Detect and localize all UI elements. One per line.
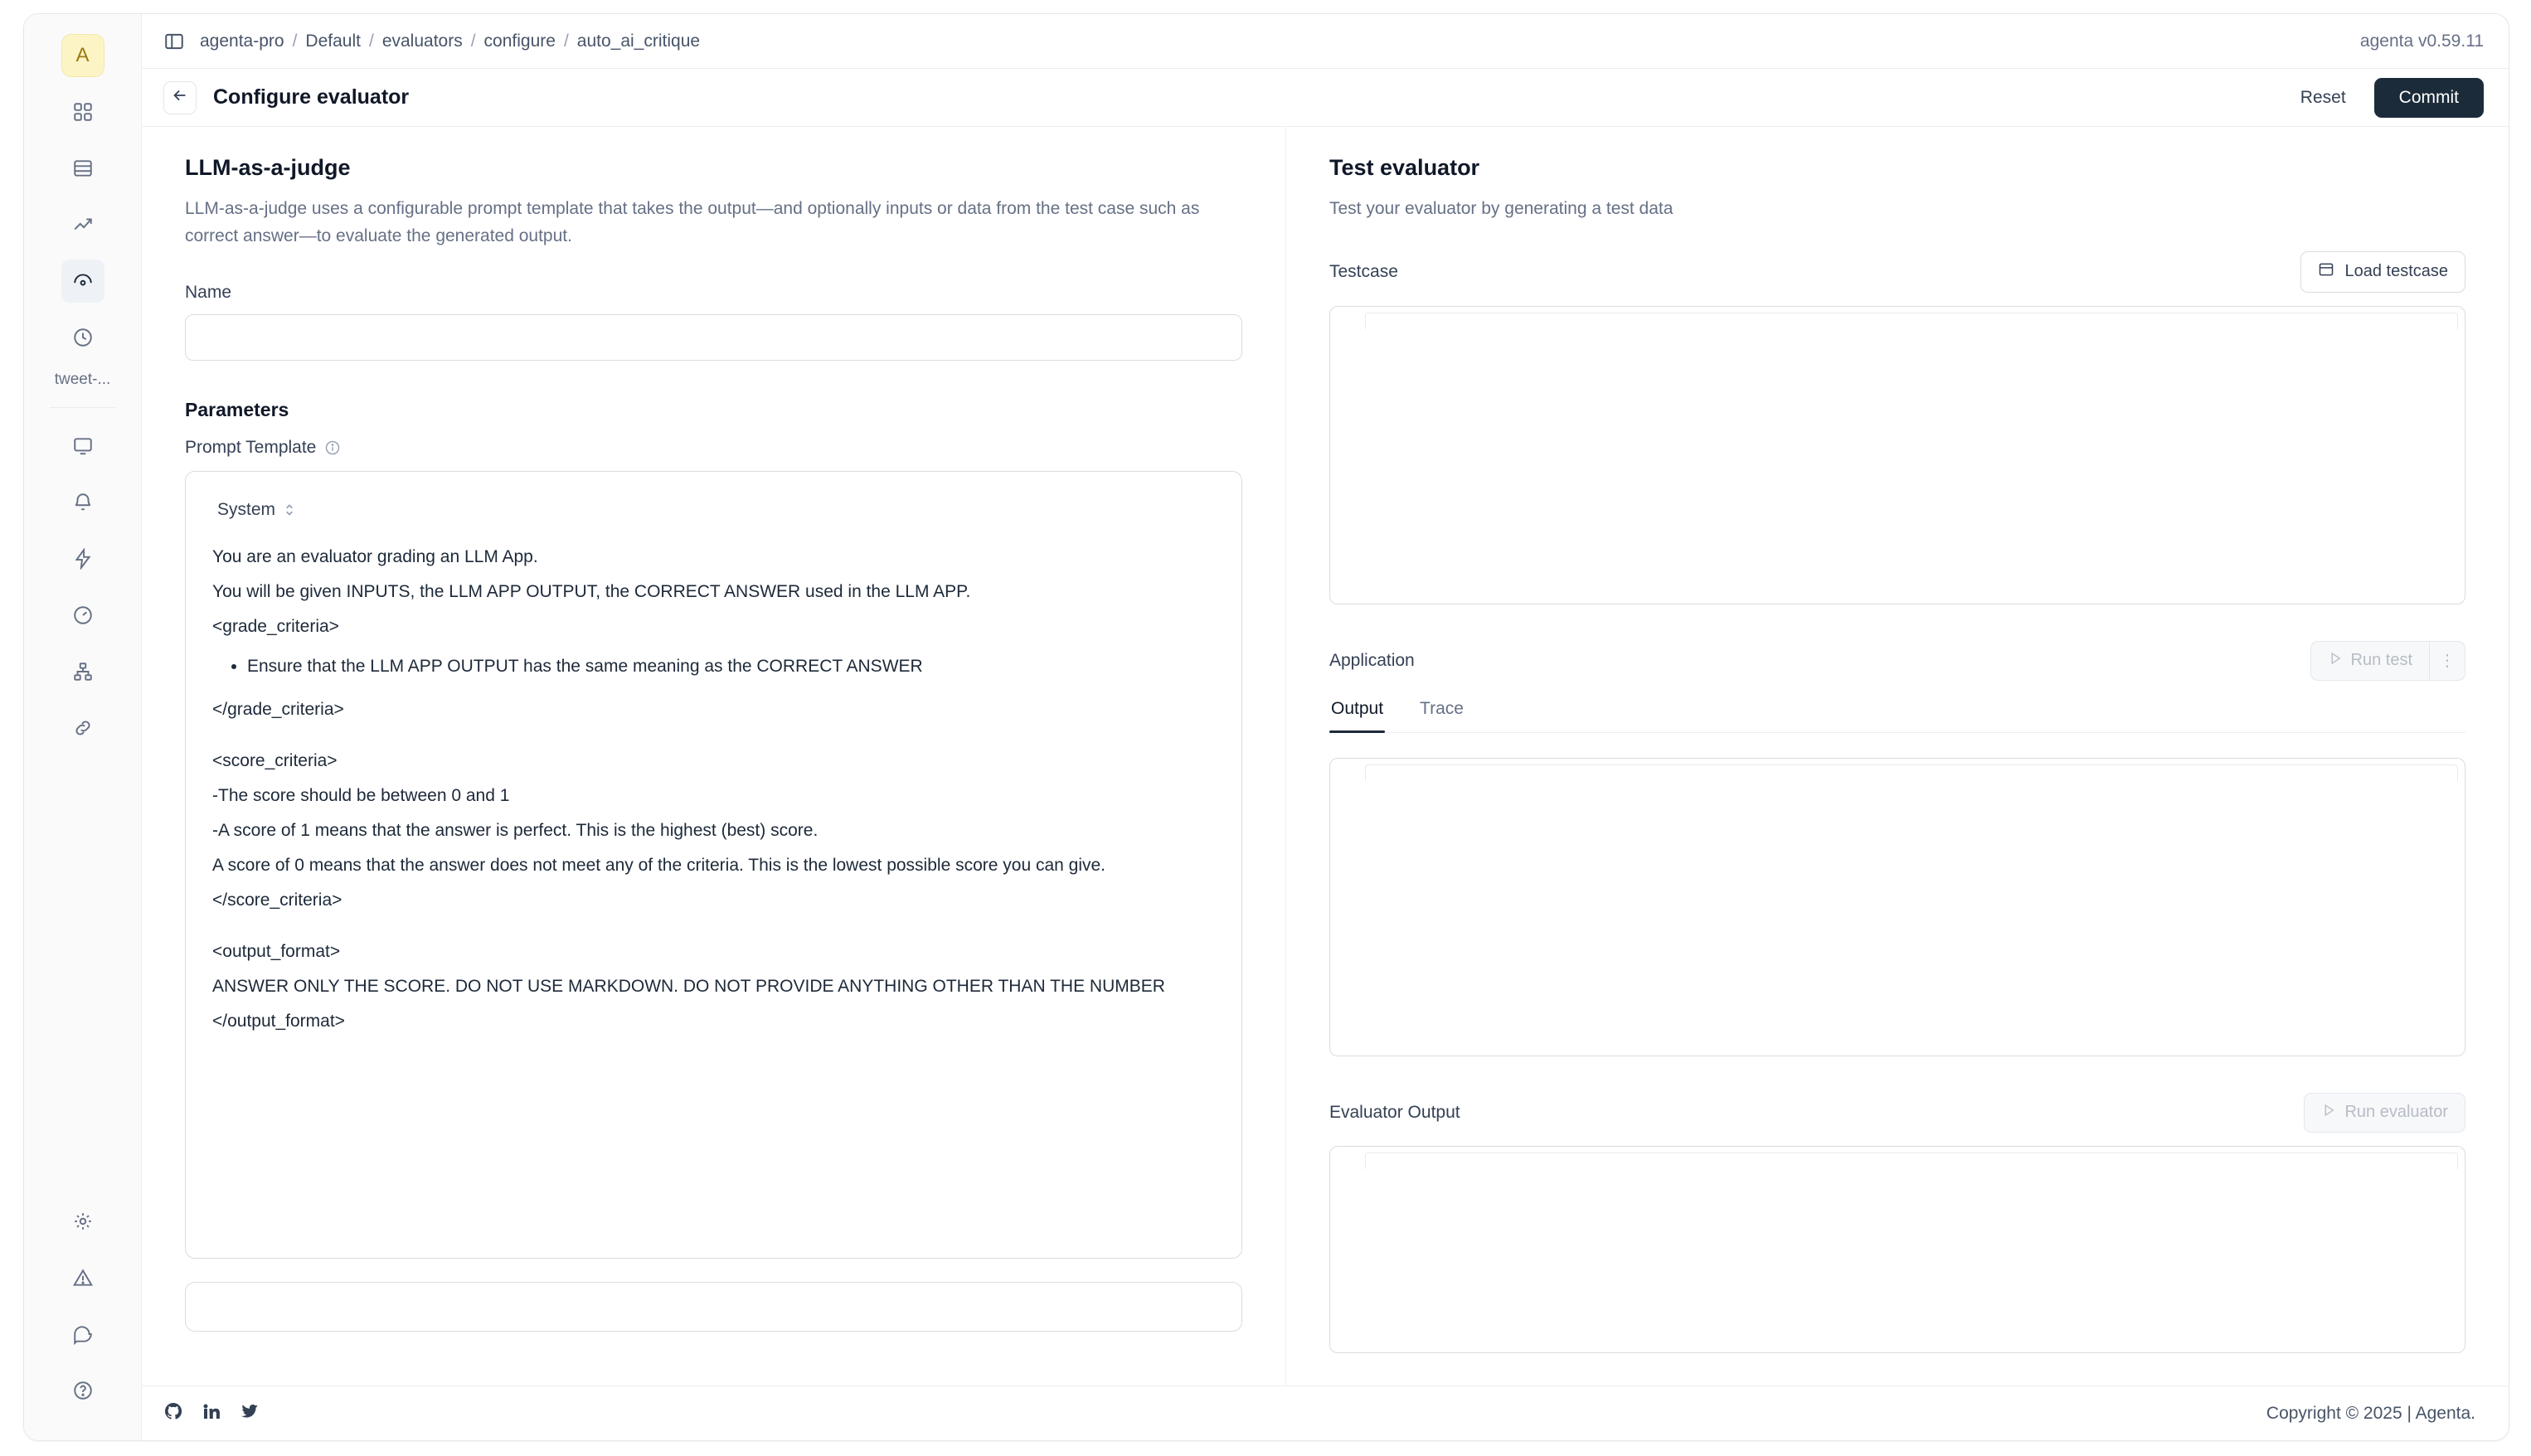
github-icon[interactable] <box>163 1401 183 1425</box>
sidebar-item-overview[interactable] <box>61 425 104 468</box>
settings-icon <box>72 1211 94 1232</box>
tab-trace[interactable]: Trace <box>1420 698 1464 718</box>
test-evaluator-title: Test evaluator <box>1329 155 1480 180</box>
footer-socials <box>163 1401 260 1425</box>
test-evaluator-pane <box>1286 127 2509 1386</box>
chat-icon <box>72 1323 94 1345</box>
page-title: Configure evaluator <box>213 85 410 109</box>
prompt-format-line: ANSWER ONLY THE SCORE. DO NOT USE MARKDOWN. DO NOT PROVIDE ANYTHING OTHER THAN THE NUMBER <box>212 977 1165 997</box>
breadcrumb-item-0[interactable]: agenta-pro <box>200 31 284 51</box>
sidebar-item-history[interactable] <box>61 316 104 359</box>
breadcrumb-separator: / <box>368 31 374 51</box>
tab-output[interactable]: Output <box>1329 694 1385 732</box>
link-icon <box>72 717 94 739</box>
breadcrumb-item-2[interactable]: evaluators <box>381 31 463 51</box>
database-icon <box>72 158 94 179</box>
sidebar-item-settings[interactable] <box>61 1200 104 1243</box>
copyright-text: Copyright © 2025 | Agenta. <box>2266 1403 2475 1423</box>
breadcrumb <box>200 32 700 51</box>
breadcrumb-separator: / <box>563 31 569 51</box>
testcase-editor[interactable] <box>1329 306 2465 604</box>
apps-icon <box>72 101 94 123</box>
arrow-left-icon <box>171 86 189 109</box>
chart-icon <box>72 214 94 235</box>
sidebar-item-playground[interactable] <box>61 537 104 580</box>
sidebar-item-help[interactable] <box>61 1369 104 1412</box>
prompt-line-1: You will be given INPUTS, the LLM APP OUTPUT, the CORRECT ANSWER used in the LLM APP. <box>212 582 971 602</box>
application-label: Application <box>1329 650 1415 670</box>
prompt-score-line-1: -A score of 1 means that the answer is perfect. This is the highest (best) score. <box>212 821 819 841</box>
evaluator-output-row <box>1329 1093 2465 1133</box>
panel-toggle-icon[interactable] <box>163 31 185 52</box>
avatar[interactable] <box>61 34 104 77</box>
prompt-bullet-list <box>212 653 1215 681</box>
sidebar <box>24 14 142 1440</box>
chevron-updown-icon <box>284 501 295 519</box>
evaluator-description: LLM-as-a-judge uses a configurable prompt template that takes the output—and optionally inputs or data from the test case such as correct answer—to evaluate the generated output. <box>185 199 1200 245</box>
commit-button[interactable]: Commit <box>2374 78 2484 118</box>
run-test-button-group <box>2310 641 2465 681</box>
main-area <box>142 14 2509 1440</box>
help-icon <box>72 1380 94 1401</box>
parameters-heading: Parameters <box>185 399 289 421</box>
prompt-close-grade: </grade_criteria> <box>212 700 344 720</box>
prompt-template-editor[interactable] <box>185 471 1242 1259</box>
testcase-label: Testcase <box>1329 261 1398 281</box>
content-area <box>142 127 2509 1386</box>
prompt-close-score: </score_criteria> <box>212 891 342 910</box>
top-bar <box>142 14 2509 69</box>
twitter-icon[interactable] <box>240 1401 260 1425</box>
sidebar-item-observability[interactable] <box>61 594 104 637</box>
prompt-bullet-item: • Ensure that the LLM APP OUTPUT has the same meaning as the CORRECT ANSWER <box>247 653 1215 681</box>
prompt-template-editor-secondary[interactable] <box>185 1282 1242 1332</box>
prompt-line-2: <grade_criteria> <box>212 617 339 637</box>
sidebar-item-testsets[interactable] <box>61 147 104 190</box>
prompt-score-line-2: A score of 0 means that the answer does not meet any of the criteria. This is the lowest possible score you can give. <box>212 856 1106 876</box>
page-header <box>142 69 2509 127</box>
sidebar-item-integrations[interactable] <box>61 706 104 750</box>
app-version: agenta v0.59.11 <box>2359 31 2484 51</box>
bolt-icon <box>72 548 94 570</box>
breadcrumb-item-3[interactable]: configure <box>483 31 556 51</box>
play-icon <box>2321 1103 2336 1123</box>
evaluator-output-label: Evaluator Output <box>1329 1102 1460 1122</box>
sidebar-item-alerts[interactable] <box>61 481 104 524</box>
prompt-template-label-row <box>185 438 1242 458</box>
linkedin-icon[interactable] <box>202 1401 221 1425</box>
sidebar-item-apps[interactable] <box>61 90 104 133</box>
header-actions <box>2291 78 2484 118</box>
monitor-icon <box>72 435 94 457</box>
load-testcase-label: Load testcase <box>2344 262 2448 281</box>
run-test-button[interactable] <box>2310 641 2429 681</box>
output-editor[interactable] <box>1329 758 2465 1056</box>
breadcrumb-item-4[interactable]: auto_ai_critique <box>576 31 701 51</box>
evaluator-output-editor[interactable] <box>1329 1146 2465 1353</box>
evaluator-title: LLM-as-a-judge <box>185 155 351 180</box>
name-label: Name <box>185 283 232 303</box>
run-evaluator-label: Run evaluator <box>2344 1103 2448 1122</box>
sidebar-item-warning[interactable] <box>61 1256 104 1299</box>
prompt-template-label: Prompt Template <box>185 438 317 458</box>
application-tabs <box>1329 694 2465 733</box>
name-input[interactable] <box>185 314 1242 361</box>
editor-placeholder-line <box>1365 764 2458 781</box>
info-icon[interactable] <box>324 439 341 456</box>
test-evaluator-subtitle: Test your evaluator by generating a test data <box>1329 199 1674 218</box>
breadcrumb-item-1[interactable]: Default <box>305 31 361 51</box>
evaluators-icon <box>72 270 94 292</box>
prompt-role-value: System <box>217 500 276 520</box>
reset-button[interactable]: Reset <box>2291 81 2356 114</box>
gauge-icon <box>72 604 94 626</box>
sidebar-divider <box>50 407 116 408</box>
breadcrumb-separator: / <box>292 31 298 51</box>
app-window <box>23 13 2509 1441</box>
clock-icon <box>72 327 94 348</box>
sidebar-item-evaluators[interactable] <box>61 260 104 303</box>
prompt-close-format: </output_format> <box>212 1012 345 1031</box>
avatar-label: A <box>75 44 90 66</box>
load-testcase-button[interactable] <box>2300 251 2465 293</box>
prompt-format-open: <output_format> <box>212 942 341 962</box>
sidebar-item-evaluations[interactable] <box>61 203 104 246</box>
sidebar-item-support[interactable] <box>61 1313 104 1356</box>
hierarchy-icon <box>72 661 94 682</box>
back-button[interactable] <box>163 81 197 114</box>
testcase-row <box>1329 251 2465 293</box>
run-evaluator-button[interactable] <box>2304 1093 2465 1133</box>
prompt-line-0: You are an evaluator grading an LLM App. <box>212 547 538 567</box>
prompt-role-select[interactable] <box>217 500 295 520</box>
evaluator-config-pane <box>142 127 1286 1386</box>
prompt-score-open: <score_criteria> <box>212 751 338 771</box>
run-test-more-icon[interactable]: ⋮ <box>2429 641 2465 681</box>
run-test-label: Run test <box>2350 651 2412 670</box>
editor-placeholder-line <box>1365 1153 2458 1169</box>
sidebar-item-workflows[interactable] <box>61 650 104 693</box>
application-row <box>1329 641 2465 681</box>
editor-placeholder-line <box>1365 313 2458 329</box>
sidebar-bottom <box>24 1187 141 1412</box>
footer <box>142 1386 2509 1440</box>
play-icon <box>2328 651 2343 671</box>
breadcrumb-separator: / <box>470 31 476 51</box>
prompt-score-line-0: -The score should be between 0 and 1 <box>212 786 510 806</box>
bell-icon <box>72 492 94 513</box>
warning-icon <box>72 1267 94 1289</box>
prompt-template-text <box>209 543 1218 1036</box>
database-icon <box>2318 261 2334 283</box>
sidebar-project-label[interactable]: tweet-... <box>54 371 111 388</box>
